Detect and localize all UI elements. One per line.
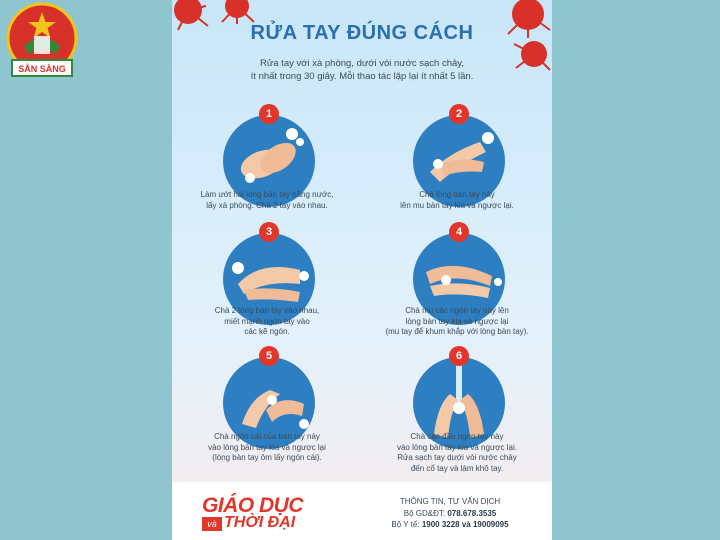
moh-label: Bộ Y tế: [391,520,420,529]
moet-label: Bộ GD&ĐT: [403,509,446,518]
right-side-panel [552,0,720,540]
info-moet [370,509,530,518]
brand-va: và [202,517,222,531]
caption-line: Rửa sạch tay dưới vòi nước chảy [397,453,517,462]
subtitle-line: ít nhất trong 30 giây. Mỗi thao tác lặp lại ít nhất 5 lần. [250,71,474,82]
step-caption [172,432,362,464]
step-number-badge: 1 [259,104,279,124]
caption-line: Chà các đầu ngón tay này [410,432,504,441]
caption-line: Chà mu các ngón tay này lên [405,306,509,315]
step-number-badge: 5 [259,346,279,366]
left-side-panel [0,0,172,540]
caption-line: lên mu bàn tay kia và ngược lại. [400,200,514,210]
moet-phone: 078.678.3535 [447,509,497,518]
subtitle-line: Rửa tay với xà phòng, dưới vòi nước sạch chảy, [260,58,464,69]
caption-line: vào lòng bàn tay kia và ngược lại. [396,442,517,452]
youth-union-logo [4,2,80,80]
poster-subtitle [202,57,522,83]
caption-line: Chà 2 lòng bàn tay vào nhau, [214,306,320,315]
info-moh [370,520,530,529]
poster-footer [172,482,552,540]
step-number-badge: 4 [449,222,469,242]
caption-line: các kẽ ngón. [244,327,290,336]
step-caption [172,190,362,211]
caption-line: lòng bàn tay kia và ngược lại [405,316,509,326]
brand-name-line2: THỜI ĐẠI [224,514,296,531]
caption-line: vào lòng bàn tay kia và ngược lại [208,442,326,452]
caption-line: Làm ướt hai lòng bàn tay bằng nước, [200,190,334,199]
poster-title: RỬA TAY ĐÚNG CÁCH [250,22,474,44]
step-number-badge: 6 [449,346,469,366]
info-title: THÔNG TIN, TƯ VẤN DỊCH [399,497,501,506]
caption-line: (lòng bàn tay ôm lấy ngón cái). [212,453,322,462]
handwashing-poster [172,0,552,540]
caption-line: (mu tay để khum khắp với lòng bàn tay). [385,327,529,336]
caption-line: Chà lòng bàn tay này [419,190,495,199]
caption-line: đến cổ tay và làm khô tay. [410,463,504,473]
brand-name-line1: GIÁO DỤC [202,494,303,517]
step-caption [172,306,362,338]
step-caption [362,190,552,211]
caption-line: Chà ngón cái của bàn tay này [214,432,320,441]
step-caption [362,432,552,474]
moh-phone: 1900 3228 và 19009095 [421,520,509,529]
step-number-badge: 3 [259,222,279,242]
caption-line: lấy xà phòng. Chà 2 tay vào nhau. [206,200,328,210]
step-number-badge: 2 [449,104,469,124]
logo-banner-text: SẴN SÀNG [18,64,66,74]
step-caption [362,306,552,338]
caption-line: miết mạnh ngón tay vào [224,316,310,326]
